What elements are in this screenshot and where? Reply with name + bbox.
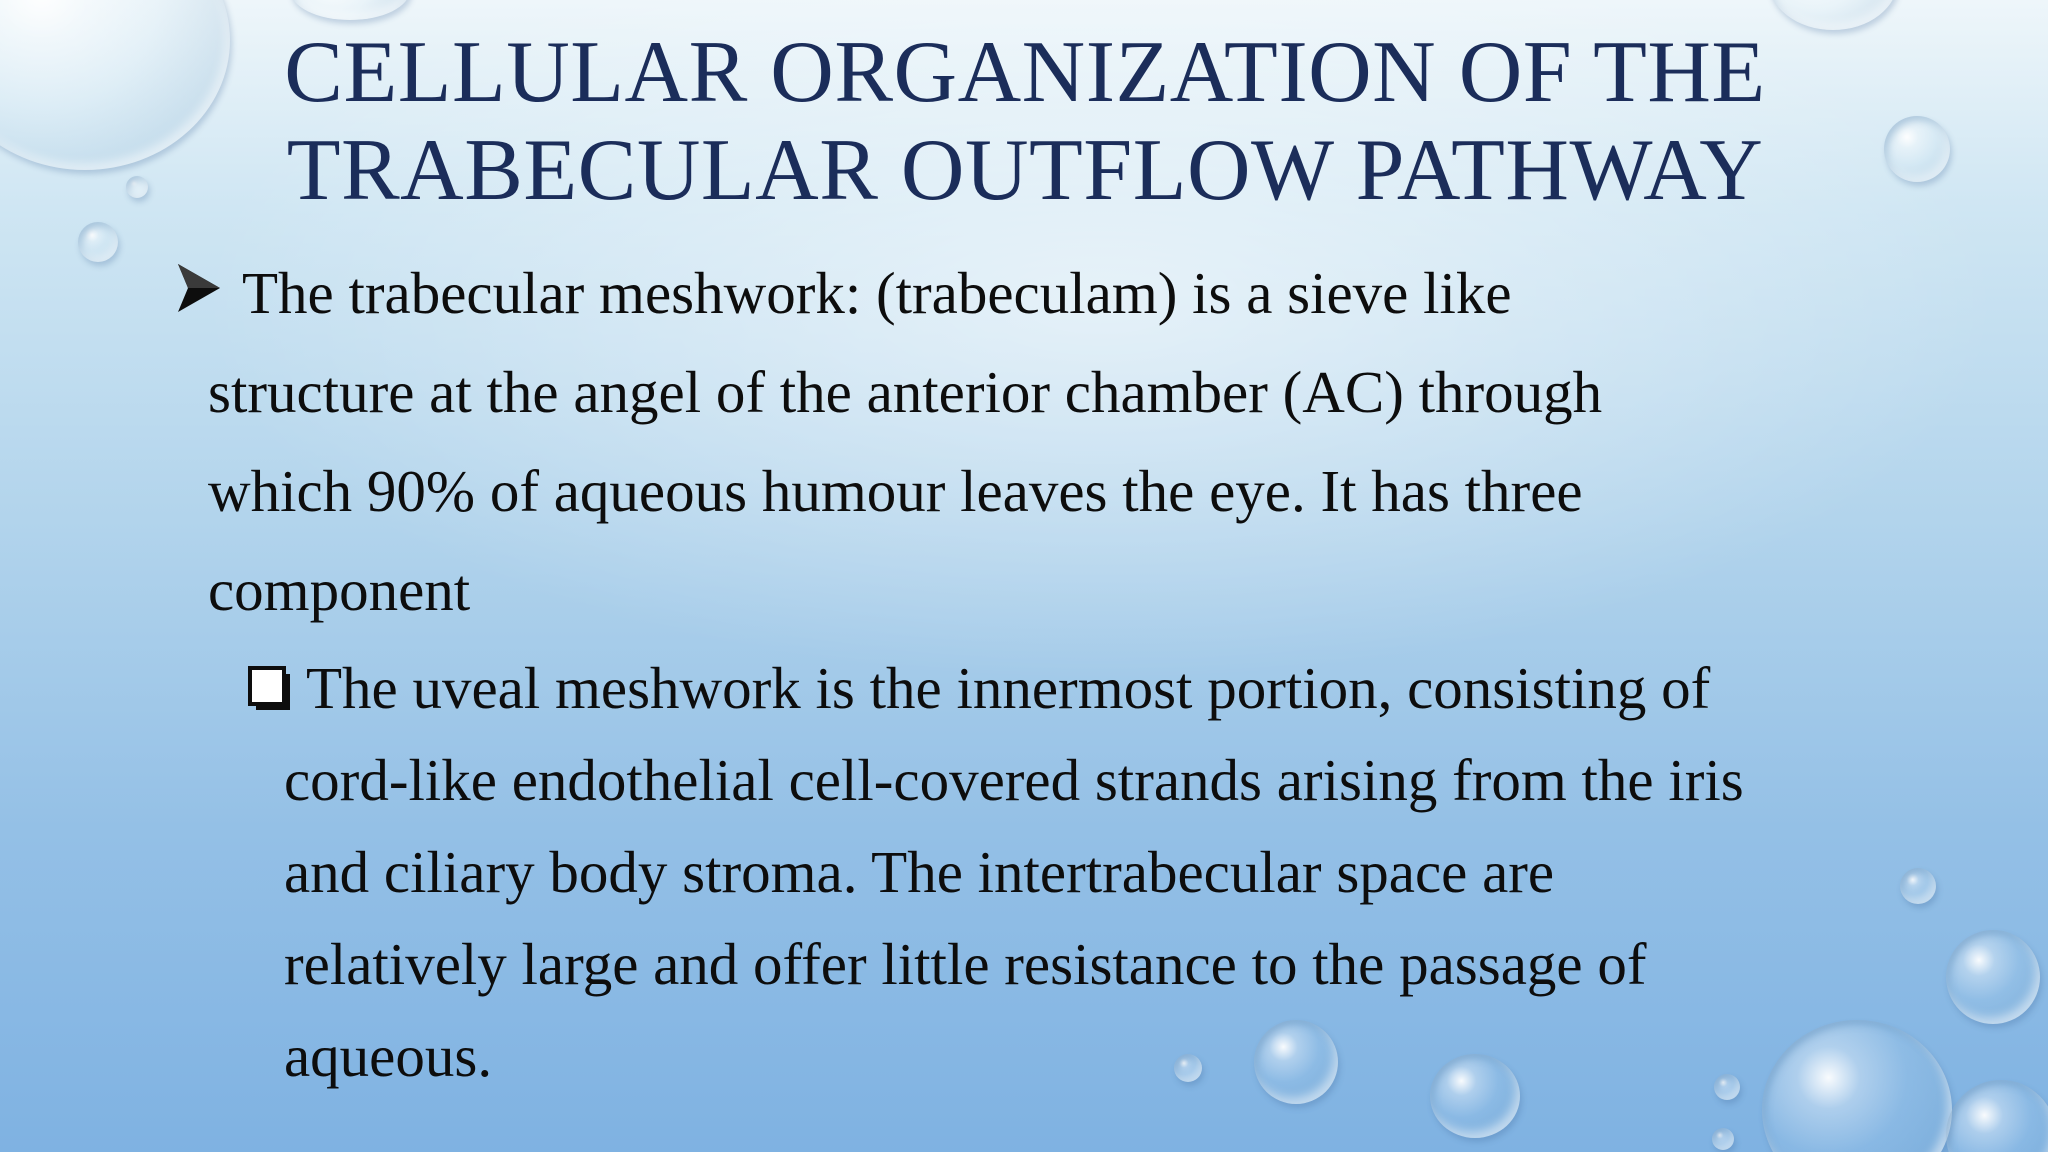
paragraph-line: and ciliary body stroma. The intertrabecular space are <box>284 839 1555 905</box>
paragraph-line: aqueous. <box>284 1023 493 1089</box>
paragraph-line: component <box>208 557 471 623</box>
bullet-paragraph-uveal-meshwork <box>284 642 1904 1102</box>
paragraph-line: relatively large and offer little resistance to the passage of <box>284 931 1647 997</box>
slide-title-line: CELLULAR ORGANIZATION OF THE <box>284 24 1766 121</box>
paragraph-line: structure at the angel of the anterior chamber (AC) through <box>208 359 1603 425</box>
paragraph-line: which 90% of aqueous humour leaves the eye. It has three <box>208 458 1583 524</box>
paragraph-line: cord-like endothelial cell-covered strands arising from the iris <box>284 747 1744 813</box>
bullet-paragraph-trabecular-meshwork <box>208 244 1848 640</box>
paragraph-line: The trabecular meshwork: (trabeculam) is a sieve like <box>242 260 1512 326</box>
paragraph-line: The uveal meshwork is the innermost portion, consisting of <box>306 655 1711 721</box>
slide-title-line: TRABECULAR OUTFLOW PATHWAY <box>286 122 1764 219</box>
